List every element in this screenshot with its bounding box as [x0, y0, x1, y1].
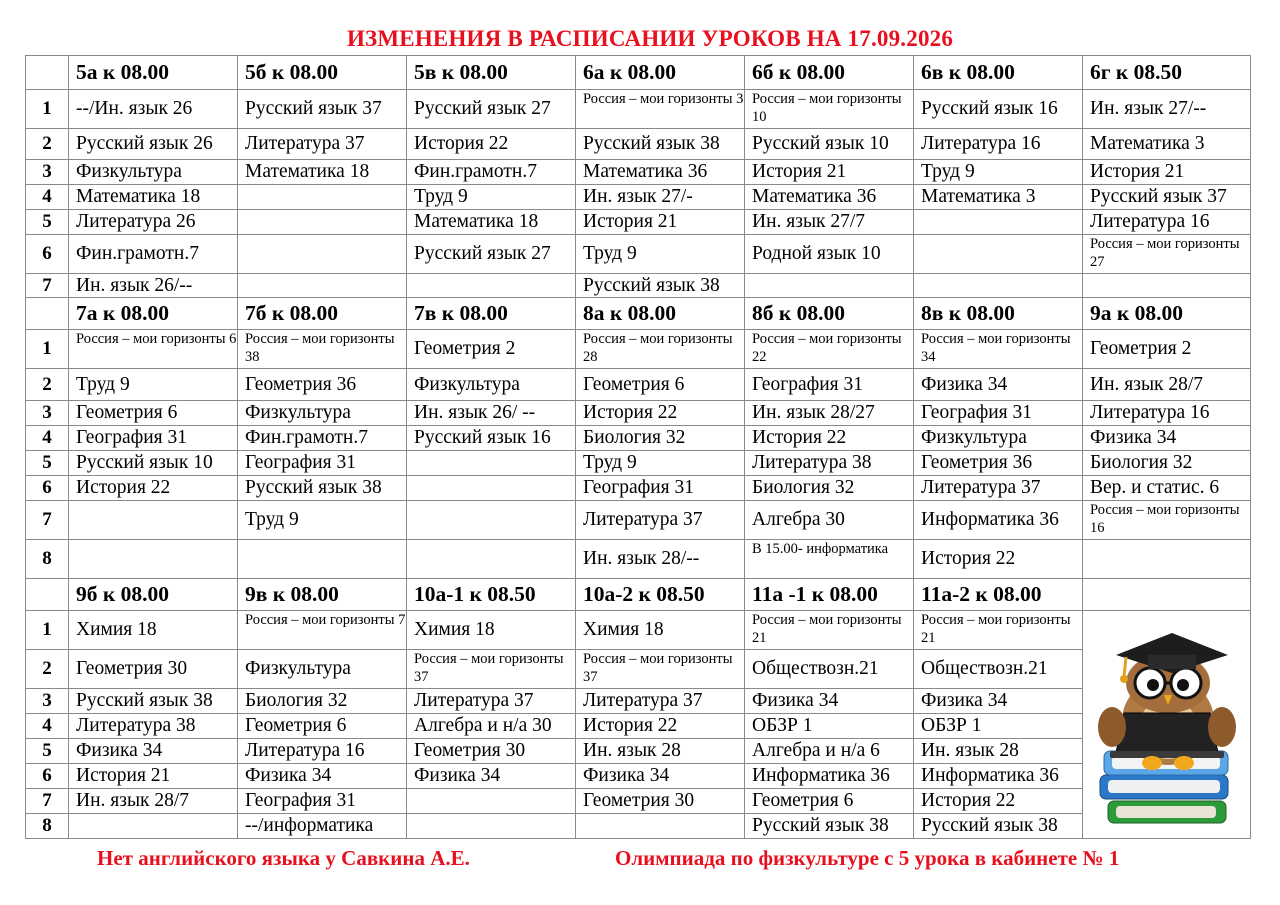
- lesson-cell: Ин. язык 28/27: [745, 401, 914, 426]
- lesson-cell: Биология 32: [238, 689, 407, 714]
- lesson-cell: Русский язык 16: [914, 90, 1083, 129]
- lesson-cell: ОБЗР 1: [745, 714, 914, 739]
- lesson-cell: Геометрия 2: [1083, 330, 1251, 369]
- lesson-cell: [407, 274, 576, 298]
- lesson-cell: [238, 330, 407, 369]
- lesson-number: 5: [26, 739, 69, 764]
- class-header: 11а-2 к 08.00: [914, 579, 1083, 611]
- lesson-cell: Физкультура: [69, 160, 238, 185]
- lesson-row: [26, 330, 1251, 369]
- lesson-cell: География 31: [238, 789, 407, 814]
- lesson-cell: Физкультура: [407, 369, 576, 401]
- class-header: 8б к 08.00: [745, 298, 914, 330]
- lesson-number: 5: [26, 451, 69, 476]
- lesson-row: [26, 160, 1251, 185]
- lesson-cell: Литература 37: [576, 689, 745, 714]
- lesson-cell: Литература 37: [576, 501, 745, 540]
- lesson-cell: [914, 210, 1083, 235]
- lesson-row: [26, 274, 1251, 298]
- lesson-row: [26, 235, 1251, 274]
- lesson-cell: Русский язык 38: [745, 814, 914, 839]
- lesson-row: [26, 451, 1251, 476]
- lesson-cell: Ин. язык 28: [576, 739, 745, 764]
- class-header: 9а к 08.00: [1083, 298, 1251, 330]
- lesson-cell: [69, 540, 238, 579]
- lesson-number: 7: [26, 274, 69, 298]
- lesson-cell-text: Россия – мои горизонты 21: [921, 612, 1071, 646]
- lesson-cell: История 22: [576, 401, 745, 426]
- lesson-cell: [1083, 235, 1251, 274]
- lesson-number: 2: [26, 650, 69, 689]
- lesson-cell-text: Россия – мои горизонты 37: [583, 651, 733, 685]
- lesson-cell: История 22: [914, 789, 1083, 814]
- class-header: 9б к 08.00: [69, 579, 238, 611]
- lesson-number: 7: [26, 789, 69, 814]
- lesson-row: [26, 540, 1251, 579]
- lesson-cell: [238, 540, 407, 579]
- lesson-cell: Физика 34: [238, 764, 407, 789]
- lesson-row: [26, 369, 1251, 401]
- lesson-cell: География 31: [238, 451, 407, 476]
- lesson-number: 5: [26, 210, 69, 235]
- lesson-cell: Русский язык 10: [745, 129, 914, 160]
- lesson-cell: Ин. язык 27/--: [1083, 90, 1251, 129]
- lesson-cell: [576, 90, 745, 129]
- lesson-cell: [238, 611, 407, 650]
- lesson-cell: История 22: [407, 129, 576, 160]
- lesson-cell: Русский язык 27: [407, 235, 576, 274]
- lesson-cell: Математика 18: [407, 210, 576, 235]
- lesson-cell: [745, 611, 914, 650]
- header-row: [26, 298, 1251, 330]
- lesson-number: 4: [26, 714, 69, 739]
- lesson-cell: Ин. язык 26/ --: [407, 401, 576, 426]
- lesson-row: [26, 789, 1251, 814]
- class-header: 10а-2 к 08.50: [576, 579, 745, 611]
- lesson-number: 2: [26, 369, 69, 401]
- lesson-row: [26, 689, 1251, 714]
- class-header: 7в к 08.00: [407, 298, 576, 330]
- lesson-cell: [69, 501, 238, 540]
- lesson-cell: Труд 9: [576, 235, 745, 274]
- lesson-cell: География 31: [69, 426, 238, 451]
- lesson-number: 4: [26, 185, 69, 210]
- lesson-cell: Обществозн.21: [745, 650, 914, 689]
- lesson-cell: Алгебра и н/а 6: [745, 739, 914, 764]
- lesson-cell: [407, 476, 576, 501]
- header-corner-cell: [26, 56, 69, 90]
- class-header: 8а к 08.00: [576, 298, 745, 330]
- lesson-cell: История 22: [745, 426, 914, 451]
- lesson-cell-text: Россия – мои горизонты 10: [752, 91, 902, 125]
- lesson-cell: Литература 16: [238, 739, 407, 764]
- lesson-cell: Обществозн.21: [914, 650, 1083, 689]
- lesson-cell: Алгебра 30: [745, 501, 914, 540]
- lesson-cell: Геометрия 30: [576, 789, 745, 814]
- lesson-cell: География 31: [914, 401, 1083, 426]
- lesson-number: 1: [26, 611, 69, 650]
- lesson-cell: --/Ин. язык 26: [69, 90, 238, 129]
- lesson-cell-text: Россия – мои горизонты 7: [245, 612, 406, 628]
- lesson-cell: Химия 18: [407, 611, 576, 650]
- lesson-cell: Физкультура: [914, 426, 1083, 451]
- lesson-cell-text: Россия – мои горизонты 6: [76, 331, 237, 347]
- lesson-cell: [407, 650, 576, 689]
- lesson-cell: Труд 9: [238, 501, 407, 540]
- lesson-cell: [1083, 501, 1251, 540]
- lesson-cell: Физика 34: [69, 739, 238, 764]
- lesson-cell: [914, 235, 1083, 274]
- class-header: 9в к 08.00: [238, 579, 407, 611]
- lesson-cell-text: Россия – мои горизонты 22: [752, 331, 902, 365]
- lesson-cell: Математика 18: [238, 160, 407, 185]
- lesson-cell: [407, 814, 576, 839]
- lesson-cell: Физика 34: [576, 764, 745, 789]
- lesson-cell: Математика 36: [576, 160, 745, 185]
- lesson-row: [26, 476, 1251, 501]
- lesson-cell-text: Россия – мои горизонты 3: [583, 91, 744, 107]
- lesson-cell: История 21: [576, 210, 745, 235]
- lesson-cell: Русский язык 38: [238, 476, 407, 501]
- lesson-cell: [238, 235, 407, 274]
- lesson-row: [26, 401, 1251, 426]
- class-header: 6г к 08.50: [1083, 56, 1251, 90]
- lesson-row: [26, 185, 1251, 210]
- lesson-row: [26, 501, 1251, 540]
- lesson-cell-text: Россия – мои горизонты 16: [1090, 502, 1240, 536]
- lesson-cell: Геометрия 6: [745, 789, 914, 814]
- lesson-cell: Информатика 36: [914, 764, 1083, 789]
- lesson-row: [26, 650, 1251, 689]
- lesson-cell: [576, 650, 745, 689]
- lesson-cell-text: Россия – мои горизонты 27: [1090, 236, 1240, 270]
- lesson-cell: [1083, 540, 1251, 579]
- class-header: 6в к 08.00: [914, 56, 1083, 90]
- lesson-cell-text: Россия – мои горизонты 37: [414, 651, 564, 685]
- lesson-cell: Физика 34: [745, 689, 914, 714]
- lesson-cell: [238, 185, 407, 210]
- lesson-row: [26, 129, 1251, 160]
- class-header: 8в к 08.00: [914, 298, 1083, 330]
- header-row: [26, 579, 1251, 611]
- lesson-cell: [407, 540, 576, 579]
- lesson-row: [26, 90, 1251, 129]
- lesson-cell: История 22: [914, 540, 1083, 579]
- lesson-number: 2: [26, 129, 69, 160]
- lesson-cell: [745, 540, 914, 579]
- class-header: 6б к 08.00: [745, 56, 914, 90]
- lesson-cell: [745, 330, 914, 369]
- lesson-cell: [576, 330, 745, 369]
- lesson-cell: География 31: [745, 369, 914, 401]
- lesson-number: 6: [26, 235, 69, 274]
- header-row: [26, 56, 1251, 90]
- lesson-cell: Литература 16: [914, 129, 1083, 160]
- lesson-cell: Русский язык 38: [914, 814, 1083, 839]
- lesson-cell: Родной язык 10: [745, 235, 914, 274]
- lesson-cell: Геометрия 30: [69, 650, 238, 689]
- lesson-cell: Геометрия 6: [238, 714, 407, 739]
- lesson-row: [26, 814, 1251, 839]
- lesson-cell: Литература 37: [407, 689, 576, 714]
- lesson-cell: --/информатика: [238, 814, 407, 839]
- lesson-cell: Математика 3: [1083, 129, 1251, 160]
- lesson-cell: Труд 9: [69, 369, 238, 401]
- lesson-cell: [914, 330, 1083, 369]
- lesson-cell: Русский язык 10: [69, 451, 238, 476]
- lesson-cell: Математика 36: [745, 185, 914, 210]
- lesson-cell: Алгебра и н/а 30: [407, 714, 576, 739]
- lesson-row: [26, 739, 1251, 764]
- lesson-cell: Русский язык 38: [576, 129, 745, 160]
- lesson-cell: Физика 34: [407, 764, 576, 789]
- lesson-cell: Русский язык 27: [407, 90, 576, 129]
- lesson-number: 1: [26, 330, 69, 369]
- lesson-cell: Геометрия 36: [914, 451, 1083, 476]
- empty-header-cell: [1083, 579, 1251, 611]
- header-corner-cell: [26, 298, 69, 330]
- lesson-cell: Литература 37: [914, 476, 1083, 501]
- lesson-cell: Ин. язык 26/--: [69, 274, 238, 298]
- lesson-cell: Русский язык 38: [576, 274, 745, 298]
- lesson-cell: Русский язык 26: [69, 129, 238, 160]
- lesson-cell: Ин. язык 27/7: [745, 210, 914, 235]
- lesson-cell: [914, 611, 1083, 650]
- lesson-cell: Литература 26: [69, 210, 238, 235]
- lesson-cell: Физика 34: [914, 689, 1083, 714]
- schedule-table: [25, 55, 1251, 839]
- lesson-cell: Физкультура: [238, 650, 407, 689]
- lesson-cell: [576, 814, 745, 839]
- lesson-row: [26, 611, 1251, 650]
- lesson-cell: Литература 38: [69, 714, 238, 739]
- lesson-cell: [238, 274, 407, 298]
- lesson-cell-text: Россия – мои горизонты 28: [583, 331, 733, 365]
- lesson-cell-text: Россия – мои горизонты 38: [245, 331, 395, 365]
- lesson-cell: Математика 18: [69, 185, 238, 210]
- lesson-number: 6: [26, 764, 69, 789]
- lesson-cell: [69, 814, 238, 839]
- lesson-cell: Геометрия 36: [238, 369, 407, 401]
- lesson-cell-text: В 15.00- информатика: [752, 541, 889, 557]
- lesson-cell: Биология 32: [745, 476, 914, 501]
- lesson-cell: Литература 16: [1083, 401, 1251, 426]
- lesson-cell: Информатика 36: [745, 764, 914, 789]
- lesson-row: [26, 714, 1251, 739]
- lesson-cell: Русский язык 38: [69, 689, 238, 714]
- lesson-cell: География 31: [576, 476, 745, 501]
- lesson-cell: История 22: [69, 476, 238, 501]
- lesson-cell: Геометрия 2: [407, 330, 576, 369]
- lesson-cell: Ин. язык 28/7: [69, 789, 238, 814]
- lesson-cell: Литература 38: [745, 451, 914, 476]
- lesson-cell: [407, 789, 576, 814]
- lesson-number: 3: [26, 160, 69, 185]
- lesson-cell: Фин.грамотн.7: [238, 426, 407, 451]
- lesson-number: 7: [26, 501, 69, 540]
- class-header: 7б к 08.00: [238, 298, 407, 330]
- lesson-cell: Физкультура: [238, 401, 407, 426]
- lesson-number: 8: [26, 814, 69, 839]
- class-header: 5в к 08.00: [407, 56, 576, 90]
- lesson-cell: Литература 16: [1083, 210, 1251, 235]
- lesson-cell: Ин. язык 28/--: [576, 540, 745, 579]
- lesson-cell: [1083, 274, 1251, 298]
- lesson-cell: Труд 9: [914, 160, 1083, 185]
- lesson-cell: Литература 37: [238, 129, 407, 160]
- lesson-number: 6: [26, 476, 69, 501]
- lesson-cell: Физика 34: [914, 369, 1083, 401]
- class-header: 5б к 08.00: [238, 56, 407, 90]
- lesson-number: 3: [26, 689, 69, 714]
- lesson-cell: [745, 90, 914, 129]
- lesson-cell: Труд 9: [407, 185, 576, 210]
- lesson-cell: История 22: [576, 714, 745, 739]
- lesson-cell-text: Россия – мои горизонты 34: [921, 331, 1071, 365]
- lesson-row: [26, 426, 1251, 451]
- lesson-cell: [407, 451, 576, 476]
- page-title: ИЗМЕНЕНИЯ В РАСПИСАНИИ УРОКОВ НА 17.09.2026: [346, 26, 954, 51]
- class-header: 7а к 08.00: [69, 298, 238, 330]
- footer-note-right: Олимпиада по физкультуре с 5 урока в кабинете № 1: [615, 846, 1120, 870]
- class-header: 11а -1 к 08.00: [745, 579, 914, 611]
- lesson-cell: [407, 501, 576, 540]
- lesson-number: 1: [26, 90, 69, 129]
- lesson-cell: Физика 34: [1083, 426, 1251, 451]
- lesson-cell: Геометрия 6: [576, 369, 745, 401]
- lesson-cell: [745, 274, 914, 298]
- lesson-cell: Геометрия 6: [69, 401, 238, 426]
- lesson-cell: Биология 32: [576, 426, 745, 451]
- lesson-cell: Геометрия 30: [407, 739, 576, 764]
- lesson-cell: Русский язык 37: [238, 90, 407, 129]
- lesson-number: 8: [26, 540, 69, 579]
- lesson-number: 3: [26, 401, 69, 426]
- lesson-cell: Русский язык 16: [407, 426, 576, 451]
- lesson-cell: Математика 3: [914, 185, 1083, 210]
- class-header: 6а к 08.00: [576, 56, 745, 90]
- lesson-cell: Ин. язык 28/7: [1083, 369, 1251, 401]
- lesson-cell: Химия 18: [69, 611, 238, 650]
- lesson-cell: История 21: [69, 764, 238, 789]
- lesson-cell: История 21: [745, 160, 914, 185]
- lesson-cell-text: Россия – мои горизонты 21: [752, 612, 902, 646]
- header-corner-cell: [26, 579, 69, 611]
- lesson-row: [26, 764, 1251, 789]
- lesson-row: [26, 210, 1251, 235]
- lesson-cell: Русский язык 37: [1083, 185, 1251, 210]
- lesson-cell: [238, 210, 407, 235]
- class-header: 10а-1 к 08.50: [407, 579, 576, 611]
- lesson-cell: Ин. язык 28: [914, 739, 1083, 764]
- lesson-cell: Биология 32: [1083, 451, 1251, 476]
- class-header: 5а к 08.00: [69, 56, 238, 90]
- owl-with-laptop-and-books-icon: [1086, 625, 1246, 845]
- lesson-cell: [914, 274, 1083, 298]
- lesson-cell: Фин.грамотн.7: [407, 160, 576, 185]
- lesson-cell: [69, 330, 238, 369]
- lesson-cell: История 21: [1083, 160, 1251, 185]
- lesson-number: 4: [26, 426, 69, 451]
- lesson-cell: Ин. язык 27/-: [576, 185, 745, 210]
- lesson-cell: ОБЗР 1: [914, 714, 1083, 739]
- footer-note-left: Нет английского языка у Савкина А.Е.: [97, 846, 470, 870]
- lesson-cell: Химия 18: [576, 611, 745, 650]
- lesson-cell: Фин.грамотн.7: [69, 235, 238, 274]
- lesson-cell: Вер. и статис. 6: [1083, 476, 1251, 501]
- lesson-cell: Информатика 36: [914, 501, 1083, 540]
- lesson-cell: Труд 9: [576, 451, 745, 476]
